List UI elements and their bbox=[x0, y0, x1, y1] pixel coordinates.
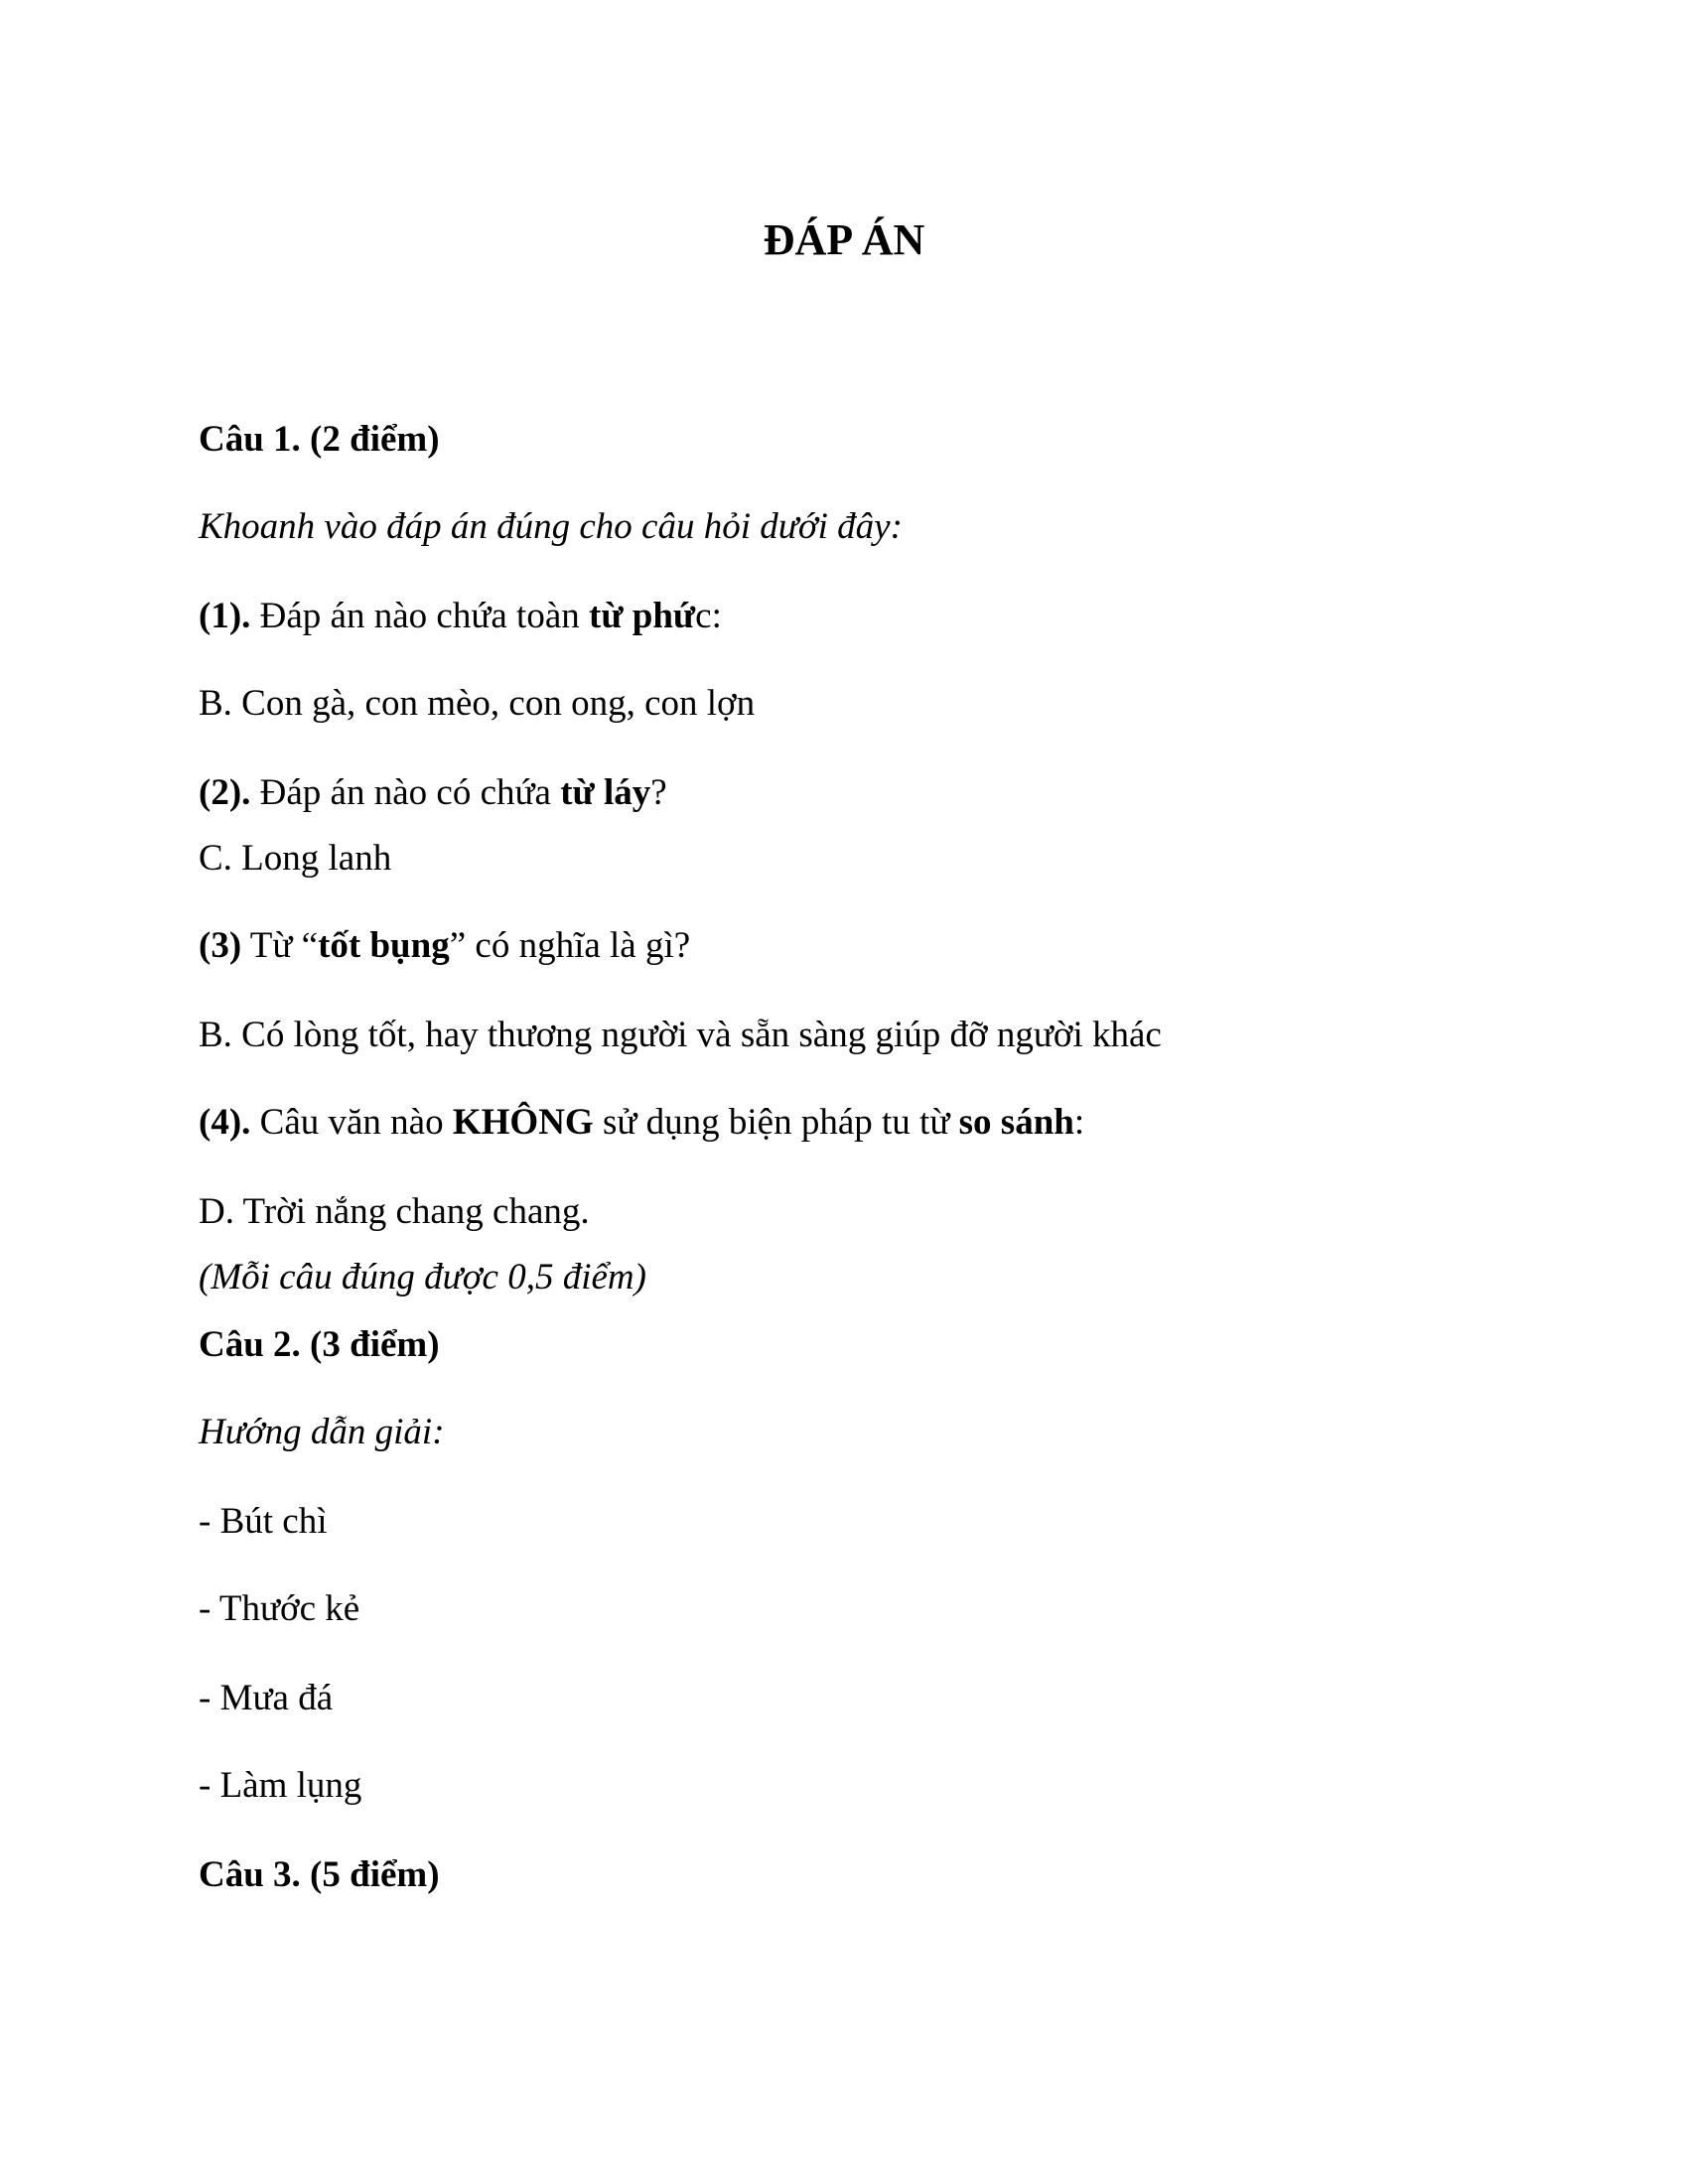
q1-question-4-text: Câu văn nào bbox=[250, 1102, 453, 1143]
q1-question-2 bbox=[199, 768, 667, 818]
q2-item: - Làm lụng bbox=[199, 1765, 362, 1806]
q1-question-4-number: (4). bbox=[199, 1102, 251, 1143]
q1-question-4 bbox=[199, 1098, 1084, 1148]
page-title: ĐÁP ÁN bbox=[763, 215, 925, 264]
q1-answer-2: C. Long lanh bbox=[199, 838, 392, 879]
q2-heading: Câu 2. (3 điểm) bbox=[199, 1324, 440, 1365]
q1-question-4-keyword-2: so sánh bbox=[958, 1102, 1074, 1143]
q2-guide: Hướng dẫn giải: bbox=[199, 1412, 445, 1452]
q1-question-4-keyword-1: KHÔNG bbox=[452, 1102, 594, 1143]
q1-question-1-tail: c: bbox=[695, 596, 722, 636]
q1-instruction: Khoanh vào đáp án đúng cho câu hỏi dưới đây: bbox=[199, 506, 903, 547]
q1-question-3-number: (3) bbox=[199, 925, 242, 966]
q1-question-1-number: (1). bbox=[199, 596, 251, 636]
q1-question-1-text: Đáp án nào chứa toàn bbox=[250, 596, 589, 636]
q3-heading: Câu 3. (5 điểm) bbox=[199, 1854, 440, 1895]
q1-question-1-keyword: từ phứ bbox=[589, 596, 696, 636]
q1-heading: Câu 1. (2 điểm) bbox=[199, 419, 440, 460]
q1-question-1 bbox=[199, 592, 722, 641]
q1-answer-4: D. Trời nắng chang chang. bbox=[199, 1191, 590, 1232]
q1-question-3-tail: ” có nghĩa là gì? bbox=[449, 925, 691, 966]
q1-question-3-keyword: tốt bụng bbox=[318, 925, 450, 966]
q1-question-2-text: Đáp án nào có chứa bbox=[250, 772, 561, 813]
q1-answer-3: B. Có lòng tốt, hay thương người và sẵn sàng giúp đỡ người khác bbox=[199, 1015, 1162, 1055]
q1-question-3-text: Từ “ bbox=[241, 925, 319, 966]
q1-question-2-keyword: từ láy bbox=[560, 772, 651, 813]
q1-question-4-text-2: sử dụng biện pháp tu từ bbox=[593, 1102, 959, 1143]
q2-item: - Mưa đá bbox=[199, 1678, 334, 1718]
q1-answer-1: B. Con gà, con mèo, con ong, con lợn bbox=[199, 683, 756, 724]
q1-question-2-number: (2). bbox=[199, 772, 251, 813]
q2-item: - Bút chì bbox=[199, 1501, 328, 1542]
q1-question-2-tail: ? bbox=[650, 772, 667, 813]
q1-question-3 bbox=[199, 921, 690, 971]
q2-item: - Thước kẻ bbox=[199, 1588, 360, 1629]
q1-score-note: (Mỗi câu đúng được 0,5 điểm) bbox=[199, 1257, 646, 1297]
q1-question-4-tail: : bbox=[1073, 1102, 1085, 1143]
